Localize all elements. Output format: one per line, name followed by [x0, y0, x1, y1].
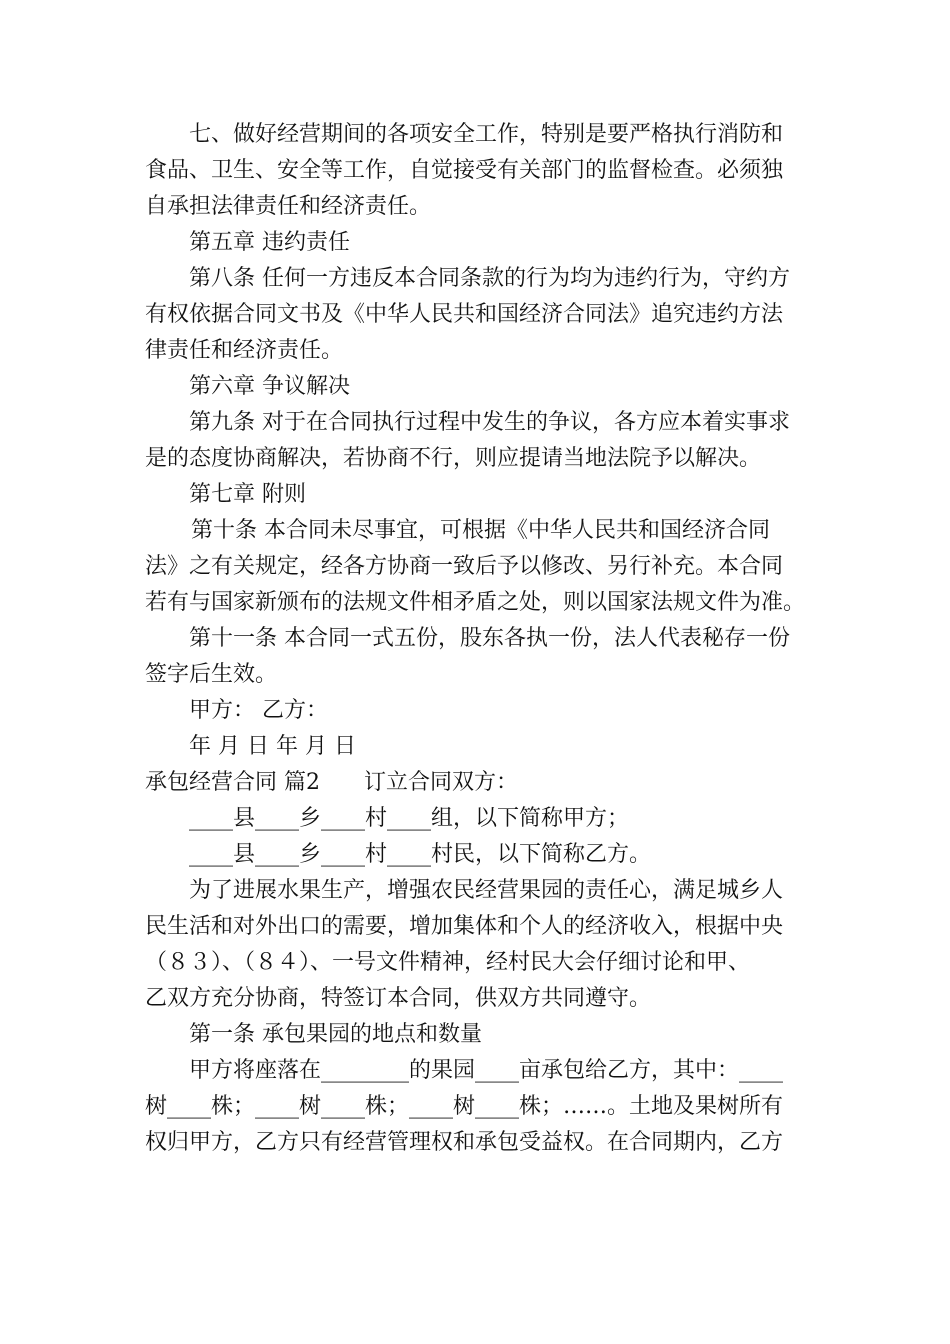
text-line: 食品、卫生、安全等工作，自觉接受有关部门的监督检查。必须独	[145, 158, 784, 183]
article-heading: 第一条 承包果园的地点和数量	[189, 1022, 482, 1047]
text-line: 民生活和对外出口的需要，增加集体和个人的经济收入，根据中央	[145, 914, 784, 939]
chapter-heading: 第五章 违约责任	[189, 230, 350, 255]
text-line: 第十条 本合同未尽事宜，可根据《中华人民共和国经济合同	[191, 518, 770, 543]
signature-parties: 甲方： 乙方：	[189, 698, 328, 723]
text-line: 树____株；____树____株；____树____株；……。土地及果树所有	[145, 1094, 784, 1119]
party-a-line: ____县____乡____村____组，以下简称甲方；	[189, 806, 630, 831]
text-line: （８３）、（８４）、一号文件精神，经村民大会仔细讨论和甲、	[145, 950, 751, 975]
text-line: 七、做好经营期间的各项安全工作，特别是要严格执行消防和	[189, 122, 784, 147]
text-line: 为了进展水果生产，增强农民经营果园的责任心，满足城乡人	[189, 878, 784, 903]
text-line: 律责任和经济责任。	[145, 338, 344, 363]
text-line: 若有与国家新颁布的法规文件相矛盾之处，则以国家法规文件为准。	[145, 590, 806, 615]
document-body	[145, 117, 810, 1161]
text-line: 签字后生效。	[145, 662, 278, 687]
contract-title: 承包经营合同 篇2 订立合同双方：	[145, 770, 518, 795]
chapter-heading: 第七章 附则	[189, 482, 306, 507]
text-line: 法》之有关规定，经各方协商一致后予以修改、另行补充。本合同	[145, 554, 784, 579]
text-line: 乙双方充分协商，特签订本合同，供双方共同遵守。	[145, 986, 652, 1011]
text-line: 有权依据合同文书及《中华人民共和国经济合同法》追究违约方法	[145, 302, 784, 327]
text-line: 第八条 任何一方违反本合同条款的行为均为违约行为，守约方	[189, 266, 790, 291]
text-line: 第九条 对于在合同执行过程中发生的争议，各方应本着实事求	[189, 410, 790, 435]
party-b-line: ____县____乡____村____村民，以下简称乙方。	[189, 842, 652, 867]
chapter-heading: 第六章 争议解决	[189, 374, 350, 399]
text-line: 是的态度协商解决，若协商不行，则应提请当地法院予以解决。	[145, 446, 762, 471]
signature-dates: 年 月 日 年 月 日	[189, 734, 356, 759]
text-line: 甲方将座落在________的果园____亩承包给乙方，其中：____	[189, 1058, 784, 1083]
text-line: 权归甲方，乙方只有经营管理权和承包受益权。在合同期内，乙方	[145, 1130, 784, 1155]
text-line: 自承担法律责任和经济责任。	[145, 194, 432, 219]
text-line: 第十一条 本合同一式五份，股东各执一份，法人代表秘存一份	[189, 626, 790, 651]
